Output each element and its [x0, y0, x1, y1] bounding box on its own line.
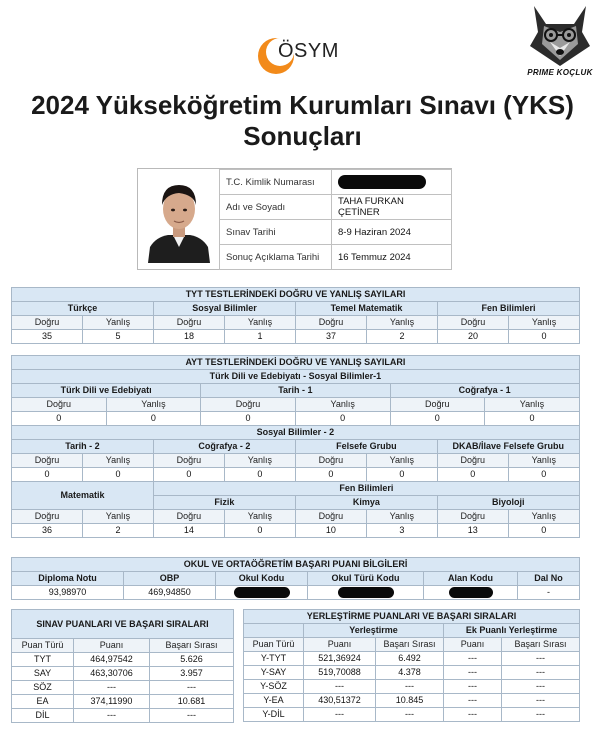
- correct-header: Doğru: [12, 316, 83, 330]
- ayt-cografya2-correct: 0: [153, 468, 224, 482]
- tyt-table: [11, 287, 580, 344]
- watermark-badge: [520, 2, 600, 82]
- identity-card: [137, 168, 452, 270]
- branch-header: Dal No: [518, 572, 580, 586]
- ayt-tarih2-wrong: 0: [82, 468, 153, 482]
- wrong-header: Yanlış: [366, 454, 437, 468]
- page-title-line1: 2024 Yükseköğretim Kurumları Sınavı (YKS): [31, 90, 574, 120]
- ayt-math-wrong: 2: [82, 524, 153, 538]
- wrong-header: Yanlış: [224, 454, 295, 468]
- score-value: 519,70088: [304, 666, 376, 680]
- rank-value: 5.626: [150, 653, 234, 667]
- ayt-felsefe-header: Felsefe Grubu: [295, 440, 437, 454]
- ayt-cografya1-wrong: 0: [485, 412, 580, 426]
- redaction-bar: [449, 587, 493, 598]
- wrong-header: Yanlış: [509, 316, 580, 330]
- school-code-value: [216, 586, 308, 600]
- school-title: OKUL VE ORTAÖĞRETİM BAŞARI PUANI BİLGİLERİ: [12, 558, 580, 572]
- correct-header: Doğru: [295, 510, 366, 524]
- ayt-biyoloji-correct: 13: [437, 524, 508, 538]
- tc-label: T.C. Kimlik Numarası: [220, 170, 332, 195]
- wrong-header: Yanlış: [367, 316, 438, 330]
- ayt-dkab-correct: 0: [437, 468, 508, 482]
- placement-empty-header: [244, 624, 304, 638]
- wrong-header: Yanlış: [224, 510, 295, 524]
- obp-header: OBP: [124, 572, 216, 586]
- rank-value: ---: [376, 680, 444, 694]
- rank-value: 3.957: [150, 667, 234, 681]
- score-type: Y-TYT: [244, 652, 304, 666]
- correct-header: Doğru: [153, 510, 224, 524]
- score-type: SAY: [12, 667, 74, 681]
- ek-rank-value: ---: [502, 708, 580, 722]
- ek-rank-value: ---: [502, 666, 580, 680]
- ayt-tarih1-header: Tarih - 1: [201, 384, 390, 398]
- tyt-matematik-correct: 37: [296, 330, 367, 344]
- score-header: Puanı: [74, 639, 150, 653]
- ayt-biyoloji-wrong: 0: [508, 524, 579, 538]
- tyt-subject-matematik: Temel Matematik: [296, 302, 438, 316]
- scores-title: SINAV PUANLARI VE BAŞARI SIRALARI: [12, 610, 234, 639]
- ek-score-value: ---: [444, 694, 502, 708]
- table-row: [12, 709, 234, 723]
- exam-scores-table: [11, 609, 234, 723]
- table-row: [12, 681, 234, 695]
- result-date-value: 16 Temmuz 2024: [332, 245, 452, 270]
- person-icon: [144, 175, 214, 263]
- school-code-header: Okul Kodu: [216, 572, 308, 586]
- tyt-turkce-correct: 35: [12, 330, 83, 344]
- school-table: [11, 557, 580, 600]
- tyt-title: TYT TESTLERİNDEKİ DOĞRU VE YANLIŞ SAYILARI: [12, 288, 580, 302]
- table-row: [12, 653, 234, 667]
- diploma-value: 93,98970: [12, 586, 124, 600]
- redaction-bar: [338, 587, 394, 598]
- candidate-photo: [144, 175, 214, 263]
- page-title: [0, 90, 605, 152]
- school-type-value: [308, 586, 424, 600]
- rank-header: Başarı Sırası: [376, 638, 444, 652]
- tyt-turkce-wrong: 5: [83, 330, 154, 344]
- placement-title: YERLEŞTİRME PUANLARI VE BAŞARI SIRALARI: [244, 610, 580, 624]
- correct-header: Doğru: [154, 316, 225, 330]
- placement-sub1: Yerleştirme: [304, 624, 444, 638]
- wrong-header: Yanlış: [366, 510, 437, 524]
- correct-header: Doğru: [438, 316, 509, 330]
- exam-date-value: 8-9 Haziran 2024: [332, 220, 452, 245]
- table-row: [12, 667, 234, 681]
- ayt-cografya1-header: Coğrafya - 1: [390, 384, 579, 398]
- rank-value: 10.845: [376, 694, 444, 708]
- wrong-header: Yanlış: [295, 398, 390, 412]
- rank-value: 10.681: [150, 695, 234, 709]
- ayt-fizik-correct: 14: [153, 524, 224, 538]
- correct-header: Doğru: [12, 510, 83, 524]
- table-row: [244, 694, 580, 708]
- ayt-science-header: Fen Bilimleri: [153, 482, 579, 496]
- ayt-felsefe-wrong: 0: [366, 468, 437, 482]
- correct-header: Doğru: [296, 316, 367, 330]
- score-type: EA: [12, 695, 74, 709]
- correct-header: Doğru: [201, 398, 296, 412]
- name-value: TAHA FURKAN ÇETİNER: [332, 195, 452, 220]
- score-value: 521,36924: [304, 652, 376, 666]
- tyt-matematik-wrong: 2: [367, 330, 438, 344]
- ayt-edebiyat-wrong: 0: [106, 412, 201, 426]
- ek-score-value: ---: [444, 666, 502, 680]
- rank-value: ---: [150, 709, 234, 723]
- ayt-biyoloji-header: Biyoloji: [437, 496, 579, 510]
- school-type-header: Okul Türü Kodu: [308, 572, 424, 586]
- ayt-cografya2-header: Coğrafya - 2: [153, 440, 295, 454]
- ayt-felsefe-correct: 0: [295, 468, 366, 482]
- ayt-dkab-header: DKAB/İlave Felsefe Grubu: [437, 440, 579, 454]
- ayt-edebiyat-correct: 0: [12, 412, 107, 426]
- ayt-title: AYT TESTLERİNDEKİ DOĞRU VE YANLIŞ SAYILARI: [12, 356, 580, 370]
- tyt-subject-turkce: Türkçe: [12, 302, 154, 316]
- correct-header: Doğru: [12, 398, 107, 412]
- tyt-subject-fen: Fen Bilimleri: [438, 302, 580, 316]
- correct-header: Doğru: [437, 454, 508, 468]
- ayt-group2-title: Sosyal Bilimler - 2: [12, 426, 580, 440]
- wrong-header: Yanlış: [485, 398, 580, 412]
- score-value: ---: [74, 681, 150, 695]
- tyt-sosyal-correct: 18: [154, 330, 225, 344]
- score-header: Puanı: [304, 638, 376, 652]
- placement-sub2: Ek Puanlı Yerleştirme: [444, 624, 580, 638]
- ayt-kimya-wrong: 3: [366, 524, 437, 538]
- score-type: Y-SAY: [244, 666, 304, 680]
- wrong-header: Yanlış: [83, 316, 154, 330]
- result-date-label: Sonuç Açıklama Tarihi: [220, 245, 332, 270]
- osym-logo-text: ÖSYM: [278, 40, 339, 62]
- wrong-header: Yanlış: [225, 316, 296, 330]
- ek-rank-value: ---: [502, 652, 580, 666]
- ek-score-value: ---: [444, 652, 502, 666]
- correct-header: Doğru: [153, 454, 224, 468]
- watermark-text: PRIME KOÇLUK: [527, 68, 593, 77]
- table-row: [244, 708, 580, 722]
- rank-value: 4.378: [376, 666, 444, 680]
- ayt-tarih2-correct: 0: [12, 468, 83, 482]
- ayt-kimya-correct: 10: [295, 524, 366, 538]
- ek-rank-value: ---: [502, 694, 580, 708]
- ek-score-header: Puanı: [444, 638, 502, 652]
- ek-score-value: ---: [444, 708, 502, 722]
- wolf-icon: [520, 2, 600, 68]
- ayt-math-correct: 36: [12, 524, 83, 538]
- wrong-header: Yanlış: [508, 454, 579, 468]
- score-type: DİL: [12, 709, 74, 723]
- rank-value: ---: [150, 681, 234, 695]
- score-type: Y-DİL: [244, 708, 304, 722]
- placement-scores-table: [243, 609, 580, 722]
- score-type-header: Puan Türü: [12, 639, 74, 653]
- field-code-header: Alan Kodu: [424, 572, 518, 586]
- ek-rank-value: ---: [502, 680, 580, 694]
- score-value: 374,11990: [74, 695, 150, 709]
- score-type: Y-SÖZ: [244, 680, 304, 694]
- ek-rank-header: Başarı Sırası: [502, 638, 580, 652]
- ayt-tarih1-wrong: 0: [295, 412, 390, 426]
- rank-value: ---: [376, 708, 444, 722]
- redaction-bar: [338, 175, 426, 189]
- field-code-value: [424, 586, 518, 600]
- rank-header: Başarı Sırası: [150, 639, 234, 653]
- ayt-fizik-wrong: 0: [224, 524, 295, 538]
- wrong-header: Yanlış: [106, 398, 201, 412]
- ayt-fizik-header: Fizik: [153, 496, 295, 510]
- table-row: [244, 652, 580, 666]
- score-value: 463,30706: [74, 667, 150, 681]
- ayt-table: [11, 355, 580, 538]
- wrong-header: Yanlış: [82, 510, 153, 524]
- obp-value: 469,94850: [124, 586, 216, 600]
- table-row: [244, 680, 580, 694]
- score-value: ---: [304, 708, 376, 722]
- ayt-tarih1-correct: 0: [201, 412, 296, 426]
- page-title-line2: Sonuçları: [243, 121, 362, 151]
- tyt-fen-correct: 20: [438, 330, 509, 344]
- tc-value: [332, 170, 452, 195]
- correct-header: Doğru: [390, 398, 485, 412]
- score-value: ---: [74, 709, 150, 723]
- ayt-dkab-wrong: 0: [508, 468, 579, 482]
- rank-value: 6.492: [376, 652, 444, 666]
- exam-date-label: Sınav Tarihi: [220, 220, 332, 245]
- ayt-math-header: Matematik: [12, 482, 154, 510]
- wrong-header: Yanlış: [82, 454, 153, 468]
- identity-table: [219, 169, 452, 270]
- score-value: 464,97542: [74, 653, 150, 667]
- correct-header: Doğru: [12, 454, 83, 468]
- ayt-cografya2-wrong: 0: [224, 468, 295, 482]
- ayt-cografya1-correct: 0: [390, 412, 485, 426]
- tyt-fen-wrong: 0: [509, 330, 580, 344]
- diploma-header: Diploma Notu: [12, 572, 124, 586]
- name-label: Adı ve Soyadı: [220, 195, 332, 220]
- ayt-kimya-header: Kimya: [295, 496, 437, 510]
- tyt-sosyal-wrong: 1: [225, 330, 296, 344]
- table-row: [244, 666, 580, 680]
- branch-value: -: [518, 586, 580, 600]
- osym-logo: [258, 36, 358, 76]
- score-type-header: Puan Türü: [244, 638, 304, 652]
- score-value: ---: [304, 680, 376, 694]
- tyt-subject-sosyal: Sosyal Bilimler: [154, 302, 296, 316]
- ayt-tarih2-header: Tarih - 2: [12, 440, 154, 454]
- ayt-group1-title: Türk Dili ve Edebiyatı - Sosyal Bilimler-1: [12, 370, 580, 384]
- correct-header: Doğru: [437, 510, 508, 524]
- score-type: SÖZ: [12, 681, 74, 695]
- ek-score-value: ---: [444, 680, 502, 694]
- redaction-bar: [234, 587, 290, 598]
- score-type: TYT: [12, 653, 74, 667]
- wrong-header: Yanlış: [508, 510, 579, 524]
- ayt-edebiyat-header: Türk Dili ve Edebiyatı: [12, 384, 201, 398]
- score-value: 430,51372: [304, 694, 376, 708]
- score-type: Y-EA: [244, 694, 304, 708]
- table-row: [12, 695, 234, 709]
- correct-header: Doğru: [295, 454, 366, 468]
